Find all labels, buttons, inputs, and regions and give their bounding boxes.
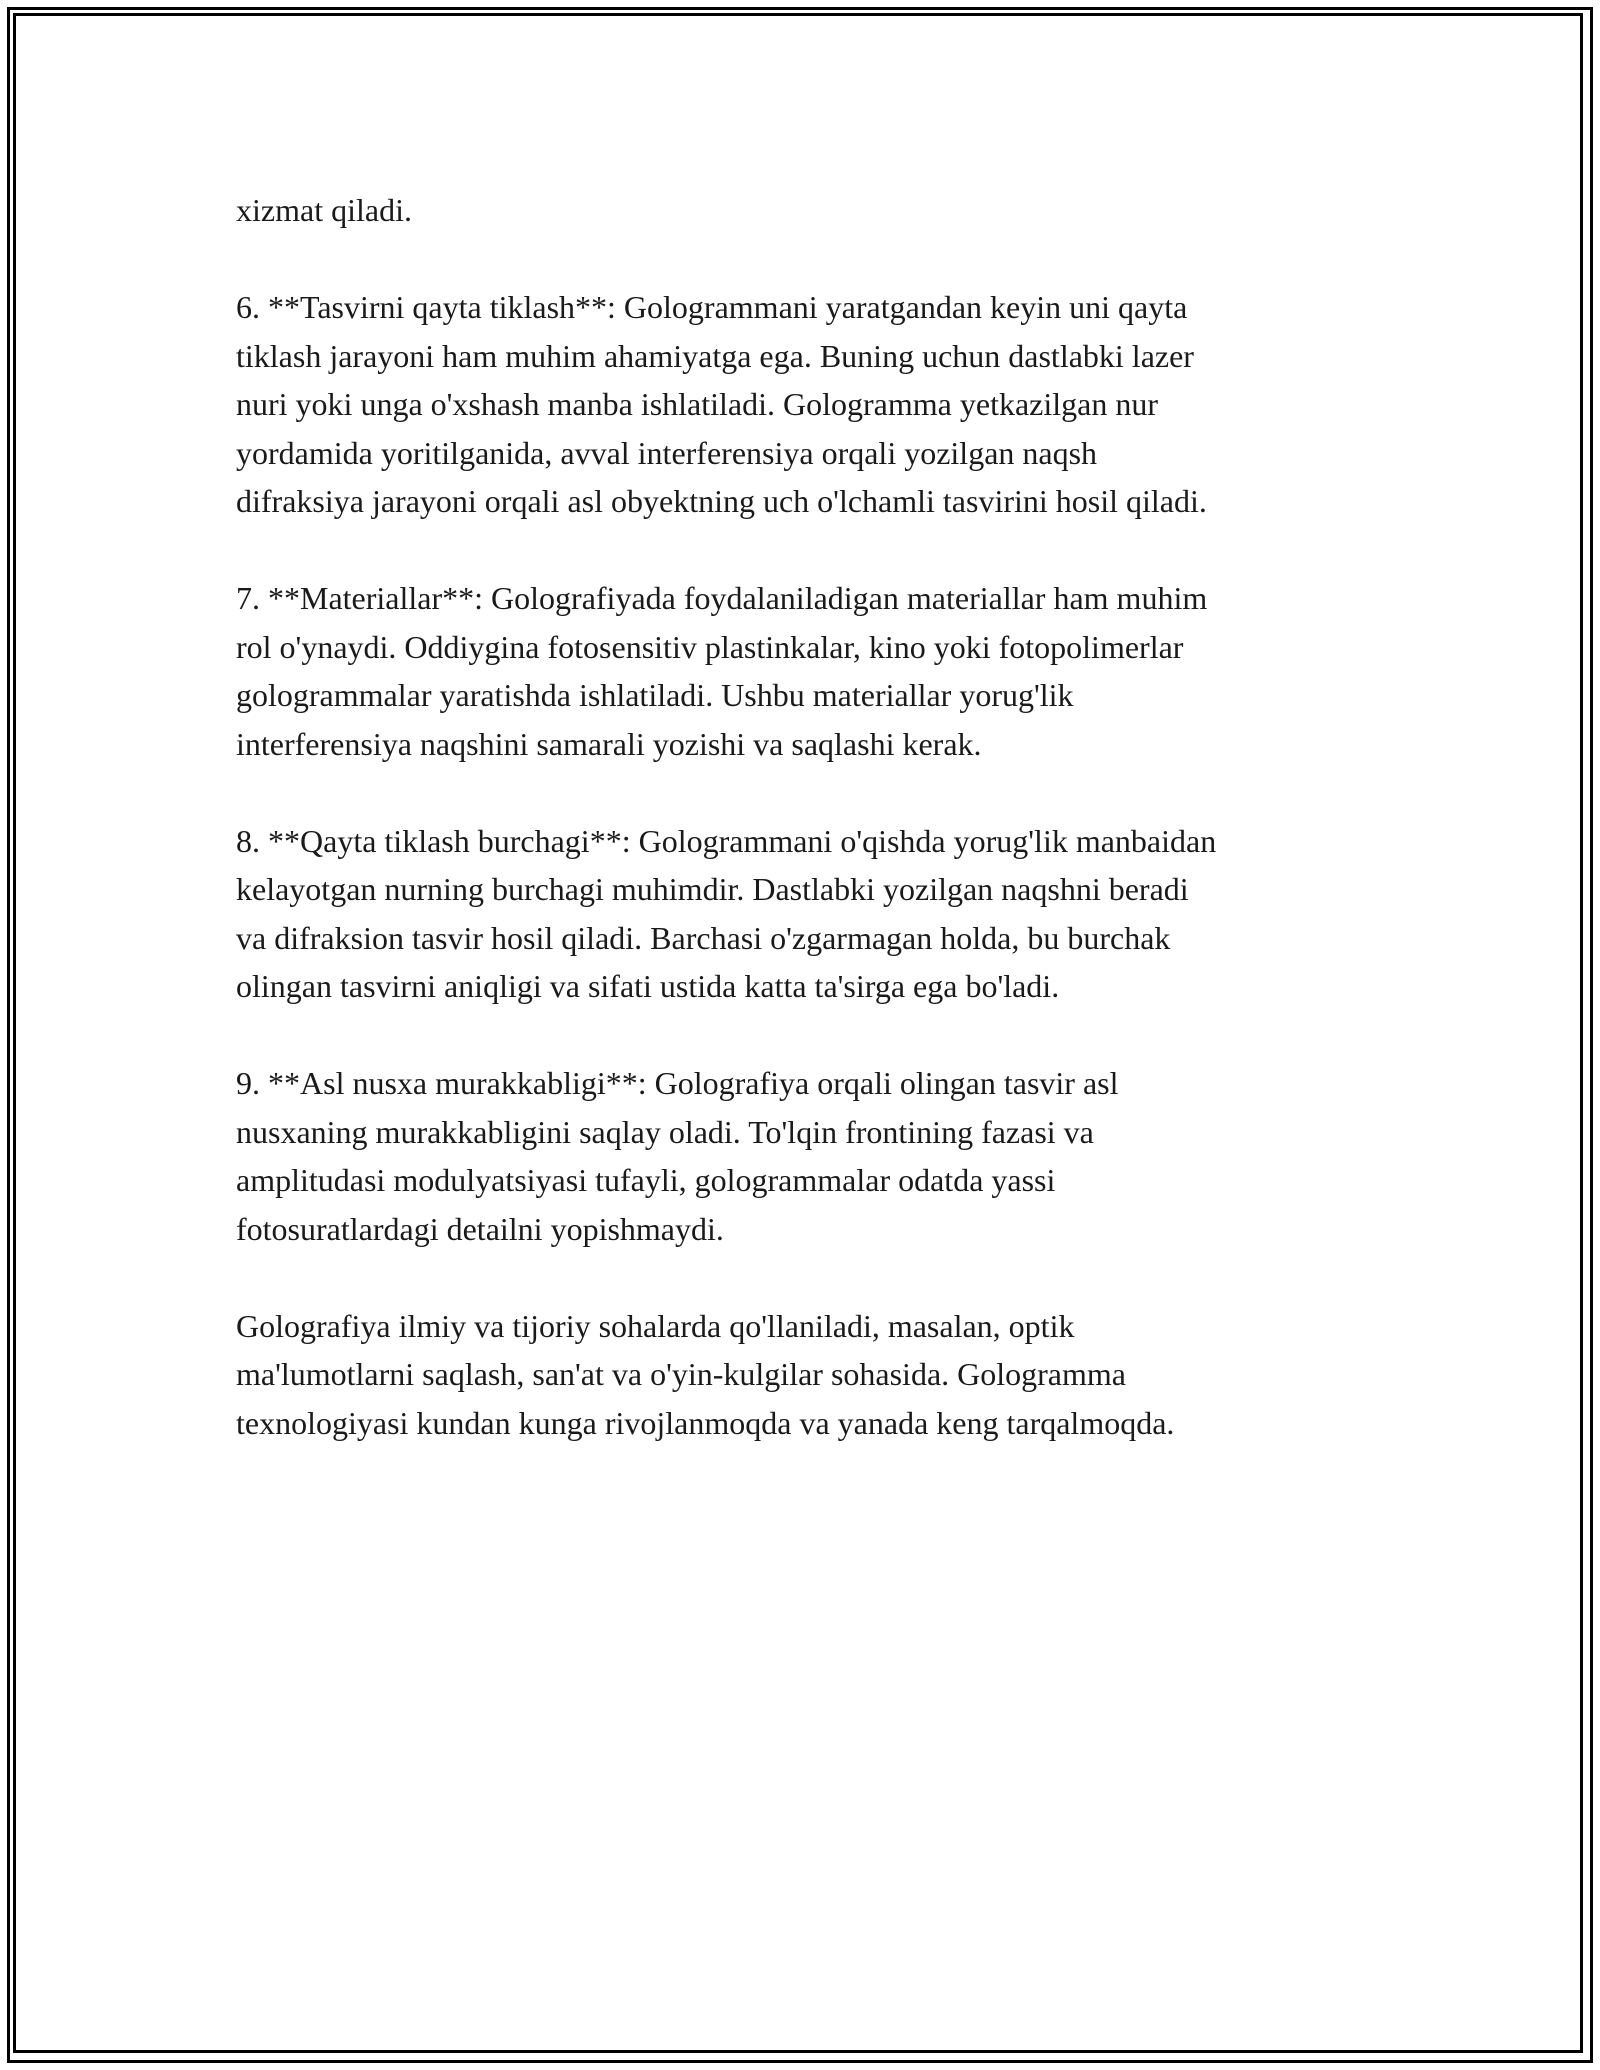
paragraph-line: amplitudasi modulyatsiyasi tufayli, gologrammalar odatda yassi [236,1162,1056,1198]
paragraph-line: yordamida yoritilganida, avval interferensiya orqali yozilgan naqsh [236,434,1098,471]
paragraph-line: tiklash jarayoni ham muhim ahamiyatga ega. Buning uchun dastlabki lazer [236,337,1194,374]
paragraph-line: nusxaning murakkabligini saqlay oladi. To'lqin frontining fazasi va [236,1113,1094,1150]
paragraph-line: ma'lumotlarni saqlash, san'at va o'yin-kulgilar sohasida. Gologramma [236,1356,1126,1392]
paragraph-qayta-tiklash-burchagi [236,817,1376,1011]
paragraph-materiallar [236,574,1376,768]
paragraph-line: va difraksion tasvir hosil qiladi. Barchasi o'zgarmagan holda, bu burchak [236,919,1171,956]
paragraph-asl-nusxa-murakkabligi [236,1059,1376,1253]
document-body [236,186,1376,1447]
paragraph-line: 6. **Tasvirni qayta tiklash**: Gologrammani yaratgandan keyin uni qayta [236,289,1188,325]
paragraph-conclusion [236,1302,1376,1448]
paragraph-line: fotosuratlardagi detailni yopishmaydi. [236,1210,724,1247]
paragraph-gap [236,768,1376,817]
paragraph-tasvirni-qayta-tiklash [236,283,1376,526]
paragraph-gap [236,526,1376,575]
paragraph-line: olingan tasvirni aniqligi va sifati ustida katta ta'sirga ega bo'ladi. [236,968,1060,1004]
paragraph-line: Golografiya ilmiy va tijoriy sohalarda qo'llaniladi, masalan, optik [236,1307,1075,1344]
continuation-line: xizmat qiladi. [236,192,412,228]
paragraph-line: gologrammalar yaratishda ishlatiladi. Ushbu materiallar yorug'lik [236,677,1074,713]
paragraph-gap [236,235,1376,284]
paragraph-line: difraksiya jarayoni orqali asl obyektning uch o'lchamli tasvirini hosil qiladi. [236,483,1207,519]
paragraph-line: nuri yoki unga o'xshash manba ishlatiladi. Gologramma yetkazilgan nur [236,386,1158,422]
paragraph-line: 8. **Qayta tiklash burchagi**: Gologrammani o'qishda yorug'lik manbaidan [236,822,1217,859]
paragraph-line: rol o'ynaydi. Oddiygina fotosensitiv plastinkalar, kino yoki fotopolimerlar [236,628,1184,665]
paragraph-line: 9. **Asl nusxa murakkabligi**: Golografiya orqali olingan tasvir asl [236,1065,1119,1101]
paragraph-gap [236,1011,1376,1060]
paragraph-line: 7. **Materiallar**: Golografiyada foydalaniladigan materiallar ham muhim [236,580,1208,616]
paragraph-gap [236,1253,1376,1302]
paragraph-line: interferensiya naqshini samarali yozishi va saqlashi kerak. [236,725,982,762]
paragraph-line: texnologiyasi kundan kunga rivojlanmoqda va yanada keng tarqalmoqda. [236,1404,1175,1441]
paragraph-line: kelayotgan nurning burchagi muhimdir. Dastlabki yozilgan naqshni beradi [236,871,1189,907]
